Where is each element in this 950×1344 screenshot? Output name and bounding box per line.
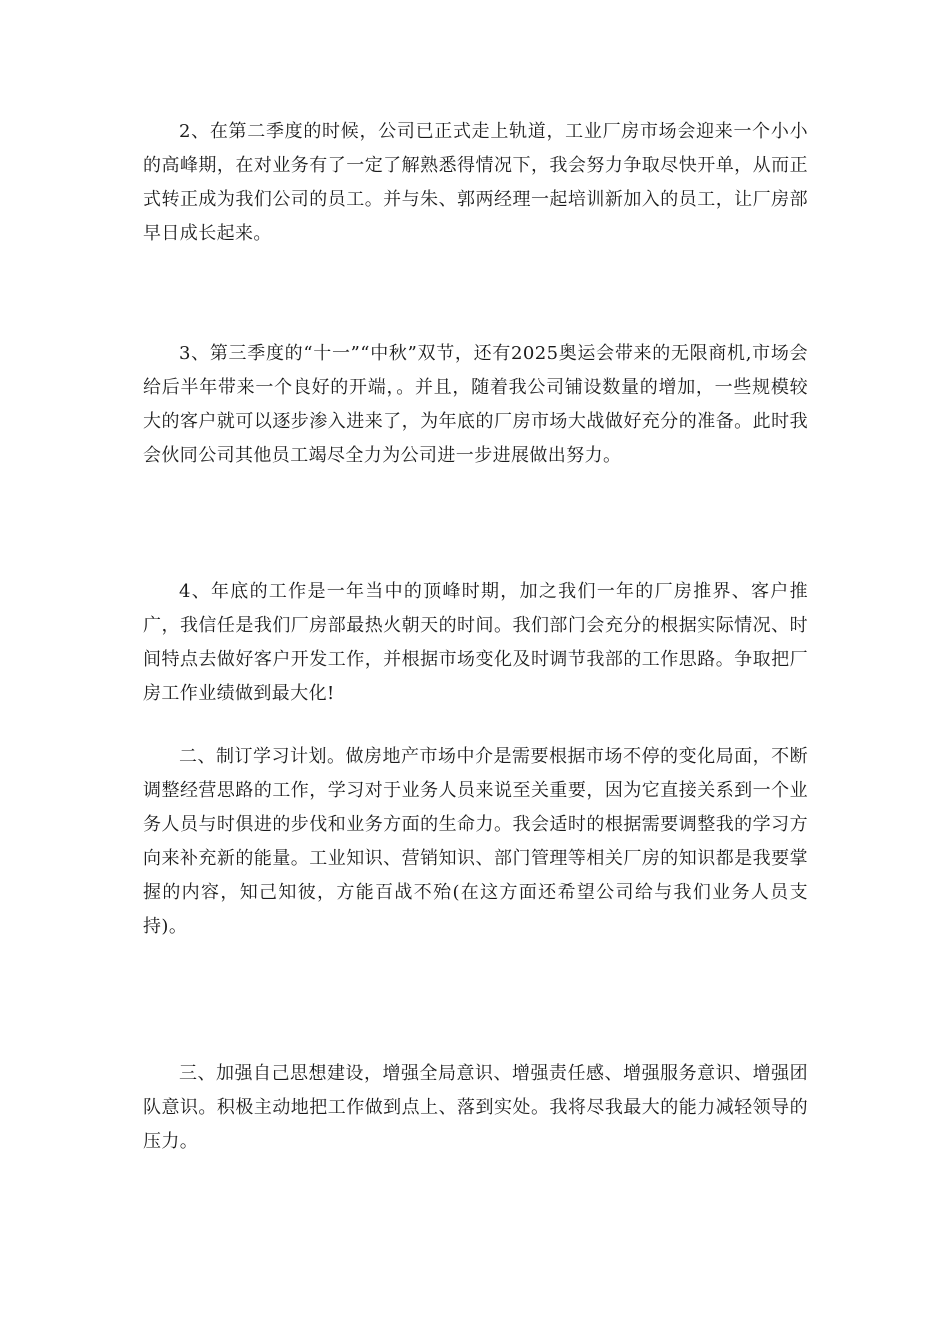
paragraph-study-plan: 二、制订学习计划。做房地产市场中介是需要根据市场不停的变化局面，不断调整经营思路的工作，学习对于业务人员来说至关重要，因为它直接关系到一个业务人员与时俱进的步伐和业务方面的生命力。我会适时的根据需要调整我的学习方向来补充新的能量。工业知识、营销知识、部门管理等相关厂房的知识都是我要掌握的内容，知己知彼，方能百战不殆(在这方面还希望公司给与我们业务人员支持)。 xyxy=(143,746,808,937)
paragraph-q2-plan: 2、在第二季度的时候，公司已正式走上轨道，工业厂房市场会迎来一个小小的高峰期，在对业务有了一定了解熟悉得情况下，我会努力争取尽快开单，从而正式转正成为我们公司的员工。并与朱、郭两经理一起培训新加入的员工，让厂房部早日成长起来。 xyxy=(143,121,808,244)
paragraph-year-end-plan: 4、年底的工作是一年当中的顶峰时期，加之我们一年的厂房推界、客户推广，我信任是我们厂房部最热火朝天的时间。我们部门会充分的根据实际情况、时间特点去做好客户开发工作，并根据市场变化及时调节我部的工作思路。争取把厂房工作业绩做到最大化! xyxy=(143,581,808,704)
paragraph-ideology-building: 三、加强自己思想建设，增强全局意识、增强责任感、增强服务意识、增强团队意识。积极主动地把工作做到点上、落到实处。我将尽我最大的能力减轻领导的压力。 xyxy=(143,1063,808,1152)
paragraph-q3-plan: 3、第三季度的“十一”“中秋”双节，还有2025奥运会带来的无限商机,市场会给后半年带来一个良好的开端，。并且，随着我公司铺设数量的增加，一些规模较大的客户就可以逐步渗入进来了，为年底的厂房市场大战做好充分的准备。此时我会伙同公司其他员工竭尽全力为公司进一步进展做出努力。 xyxy=(143,343,808,466)
